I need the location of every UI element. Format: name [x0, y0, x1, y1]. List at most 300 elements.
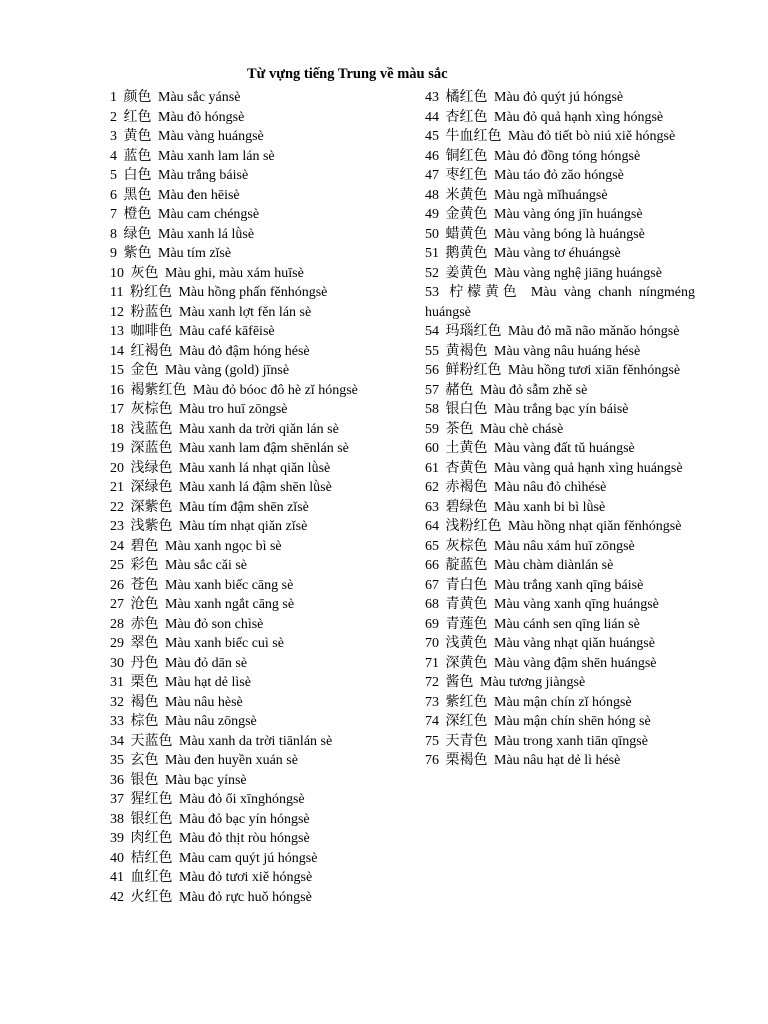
page-title: Từ vựng tiếng Trung về màu sắc [247, 66, 448, 82]
vietnamese-meaning: Màu tím đậm shēn zǐsè [179, 499, 309, 515]
entry-number: 16 [110, 382, 124, 398]
vocab-entry [110, 108, 408, 128]
vocab-entry [110, 88, 408, 108]
chinese-term: 黄褐色 [445, 343, 488, 359]
chinese-term: 鹅黄色 [445, 246, 488, 261]
chinese-term: 蜡黄色 [445, 226, 488, 242]
vocab-entry [110, 556, 408, 576]
vocab-entry [425, 166, 695, 186]
vocab-entry [425, 283, 695, 322]
entry-number: 58 [425, 402, 439, 417]
vocab-entry [110, 849, 408, 869]
entry-number: 54 [425, 324, 439, 339]
entry-number: 47 [425, 168, 439, 183]
vocab-entry [110, 186, 408, 206]
vietnamese-meaning: Màu hồng phấn fěnhóngsè [178, 285, 328, 300]
chinese-term: 粉红色 [129, 285, 172, 300]
chinese-term: 碧绿色 [445, 499, 488, 515]
vocab-entry [110, 810, 408, 830]
entry-number: 35 [110, 753, 124, 768]
chinese-term: 紫红色 [445, 694, 488, 710]
vocab-entry [425, 108, 695, 128]
chinese-term: 杏黄色 [445, 460, 488, 476]
entry-number: 3 [110, 129, 117, 144]
chinese-term: 栗色 [130, 675, 159, 690]
entry-number: 9 [110, 246, 117, 261]
vocab-entry [425, 186, 695, 206]
entry-number: 44 [425, 109, 439, 125]
vietnamese-meaning: Màu đỏ tiết bò niú xiě hóngsè [508, 129, 676, 144]
vocab-entry [425, 205, 695, 225]
entry-number: 69 [425, 616, 439, 632]
vocab-entry [425, 342, 695, 362]
entry-number: 43 [425, 90, 439, 105]
chinese-term: 赭色 [445, 382, 474, 398]
chinese-term: 猩红色 [130, 792, 173, 807]
entry-number: 19 [110, 441, 124, 456]
vietnamese-meaning: Màu đỏ tươi xiě hóngsè [179, 870, 313, 885]
vietnamese-meaning: Màu đỏ bạc yín hóngsè [179, 811, 310, 827]
vocab-entry [110, 361, 408, 381]
chinese-term: 桔红色 [130, 850, 173, 866]
vietnamese-meaning: Màu nâu hèsè [165, 694, 243, 710]
entry-number: 62 [425, 480, 439, 495]
entry-number: 74 [425, 714, 439, 729]
vietnamese-meaning: Màu mận chín zǐ hóngsè [494, 694, 632, 710]
vocab-entry [425, 615, 695, 635]
entry-number: 4 [110, 148, 117, 164]
entry-number: 51 [425, 246, 439, 261]
vietnamese-meaning: Màu sắc yánsè [158, 90, 241, 105]
vietnamese-meaning: Màu trắng báisè [158, 168, 249, 183]
vocab-entry [110, 205, 408, 225]
vietnamese-meaning: Màu chàm diànlán sè [494, 558, 614, 573]
chinese-term: 银白色 [445, 402, 488, 417]
vietnamese-meaning: Màu vàng (gold) jīnsè [165, 363, 290, 378]
entry-number: 38 [110, 811, 124, 827]
vietnamese-meaning: Màu vàng nhạt qiǎn huángsè [494, 636, 655, 651]
chinese-term: 天青色 [445, 733, 488, 749]
vietnamese-meaning: Màu mận chín shēn hóng sè [494, 714, 651, 729]
entry-number: 48 [425, 187, 439, 203]
entry-number: 36 [110, 772, 124, 788]
entry-number: 37 [110, 792, 124, 807]
vocab-entry [110, 712, 408, 732]
vocab-entry [425, 537, 695, 557]
vietnamese-meaning: Màu trong xanh tiān qīngsè [494, 733, 648, 749]
vocab-entry [110, 634, 408, 654]
vietnamese-meaning: Màu xanh biếc cuì sè [165, 636, 284, 651]
vietnamese-meaning: Màu đỏ mã não mǎnǎo hóngsè [508, 324, 680, 339]
vietnamese-meaning: Màu xanh biếc cāng sè [165, 577, 294, 593]
right-column [425, 88, 695, 771]
vocab-entry [425, 381, 695, 401]
vietnamese-meaning: Màu đỏ dān sè [165, 655, 248, 671]
vietnamese-meaning: Màu xanh bi bì lǜsè [494, 499, 606, 515]
vocab-entry [110, 595, 408, 615]
chinese-term: 银色 [130, 772, 159, 788]
vietnamese-meaning: Màu ngà mǐhuángsè [494, 187, 608, 203]
entry-number: 64 [425, 519, 439, 534]
chinese-term: 赤色 [130, 616, 159, 632]
entry-number: 72 [425, 675, 439, 690]
vietnamese-meaning: Màu vàng nâu huáng hésè [494, 343, 641, 359]
vocab-entry [110, 127, 408, 147]
vocab-entry [110, 615, 408, 635]
vietnamese-meaning: Màu tím zǐsè [158, 246, 232, 261]
entry-number: 31 [110, 675, 124, 690]
vietnamese-meaning: Màu xanh lá lǜsè [158, 226, 255, 242]
vietnamese-meaning: Màu nâu zōngsè [165, 714, 257, 729]
vietnamese-meaning: Màu đỏ quýt jú hóngsè [494, 90, 624, 105]
chinese-term: 褐紫红色 [130, 382, 187, 398]
vietnamese-meaning: Màu đỏ bóoc đô hè zǐ hóngsè [193, 382, 358, 398]
vocab-entry [110, 478, 408, 498]
chinese-term: 靛蓝色 [445, 558, 488, 573]
vietnamese-meaning: Màu đen huyền xuán sè [165, 753, 298, 768]
chinese-term: 橙色 [123, 207, 152, 222]
chinese-term: 青莲色 [445, 616, 488, 632]
entry-number: 14 [110, 343, 124, 359]
entry-number: 29 [110, 636, 124, 651]
vietnamese-meaning: Màu cam quýt jú hóngsè [179, 850, 318, 866]
vietnamese-meaning: Màu xanh ngắt cāng sè [165, 597, 295, 612]
chinese-term: 牛血红色 [445, 129, 502, 144]
vocab-entry [110, 790, 408, 810]
chinese-term: 赤褐色 [445, 480, 488, 495]
vietnamese-meaning: Màu đỏ rực huǒ hóngsè [179, 889, 312, 905]
chinese-term: 咖啡色 [130, 324, 173, 339]
vietnamese-meaning: Màu cam chéngsè [158, 207, 260, 222]
chinese-term: 紫色 [123, 246, 152, 261]
vocab-entry [110, 654, 408, 674]
vocab-entry [110, 459, 408, 479]
entry-number: 70 [425, 636, 439, 651]
chinese-term: 丹色 [130, 655, 159, 671]
vocab-entry [110, 673, 408, 693]
entry-number: 33 [110, 714, 124, 729]
chinese-term: 鲜粉红色 [445, 363, 502, 378]
entry-number: 28 [110, 616, 124, 632]
chinese-term: 红色 [123, 109, 152, 125]
vietnamese-meaning: Màu ghi, màu xám huīsè [165, 265, 304, 281]
entry-number: 21 [110, 480, 124, 495]
vocab-entry [425, 361, 695, 381]
vocab-entry [110, 498, 408, 518]
vietnamese-meaning: Màu vàng tơ éhuángsè [494, 246, 621, 261]
entry-number: 66 [425, 558, 439, 573]
entry-number: 27 [110, 597, 124, 612]
entry-number: 53 [425, 285, 439, 300]
chinese-term: 沧色 [130, 597, 159, 612]
vocab-entry [425, 517, 695, 537]
entry-number: 20 [110, 460, 124, 476]
chinese-term: 玄色 [130, 753, 159, 768]
vietnamese-meaning: Màu xanh lam lán sè [158, 148, 275, 164]
vocab-entry [110, 888, 408, 908]
chinese-term: 金黄色 [445, 207, 488, 222]
vietnamese-meaning: Màu đỏ thịt ròu hóngsè [179, 831, 310, 846]
chinese-term: 深紫色 [130, 499, 173, 515]
vocab-entry [110, 283, 408, 303]
entry-number: 6 [110, 187, 117, 203]
vietnamese-meaning: Màu đỏ quả hạnh xìng hóngsè [494, 109, 664, 125]
entry-number: 40 [110, 850, 124, 866]
vietnamese-meaning: Màu vàng đất tǔ huángsè [494, 441, 635, 456]
chinese-term: 深黄色 [445, 655, 488, 671]
chinese-term: 黑色 [123, 187, 152, 203]
chinese-term: 橘红色 [445, 90, 488, 105]
vietnamese-meaning: Màu đen hēisè [158, 187, 240, 203]
chinese-term: 银红色 [130, 811, 173, 827]
entry-number: 13 [110, 324, 124, 339]
entry-number: 46 [425, 148, 439, 164]
vocab-entry [425, 264, 695, 284]
vietnamese-meaning: Màu vàng huángsè [158, 129, 264, 144]
entry-number: 61 [425, 460, 439, 476]
chinese-term: 深绿色 [130, 480, 173, 495]
vietnamese-meaning: Màu hạt dẻ lìsè [165, 675, 251, 690]
entry-number: 26 [110, 577, 124, 593]
vietnamese-meaning: Màu vàng xanh qīng huángsè [494, 597, 659, 612]
vocab-entry [425, 478, 695, 498]
entry-number: 11 [110, 285, 124, 300]
vietnamese-meaning: Màu xanh lam đậm shēnlán sè [179, 441, 349, 456]
vocab-entry [425, 439, 695, 459]
vocab-entry [425, 400, 695, 420]
vocab-entry [110, 264, 408, 284]
entry-number: 30 [110, 655, 124, 671]
entry-number: 17 [110, 402, 124, 417]
vietnamese-meaning: Màu tím nhạt qiǎn zǐsè [179, 519, 308, 534]
vietnamese-meaning: Màu trắng bạc yín báisè [494, 402, 629, 417]
chinese-term: 青白色 [445, 577, 488, 593]
vocab-entry [425, 556, 695, 576]
entry-number: 49 [425, 207, 439, 222]
vietnamese-meaning: Màu đỏ son chìsè [165, 616, 264, 632]
entry-number: 71 [425, 655, 439, 671]
vocab-entry [110, 868, 408, 888]
chinese-term: 灰棕色 [130, 402, 173, 417]
vocab-entry [425, 732, 695, 752]
entry-number: 25 [110, 558, 124, 573]
vietnamese-meaning: Màu vàng quả hạnh xìng huángsè [494, 460, 683, 476]
vietnamese-meaning: Màu vàng đậm shēn huángsè [494, 655, 657, 671]
vietnamese-meaning: Màu nâu xám huī zōngsè [494, 538, 635, 554]
vocab-entry [110, 166, 408, 186]
vietnamese-meaning: Màu vàng nghệ jiāng huángsè [494, 265, 662, 281]
chinese-term: 米黄色 [445, 187, 488, 203]
entry-number: 15 [110, 363, 124, 378]
vocab-entry [110, 303, 408, 323]
entry-number: 52 [425, 265, 439, 281]
entry-number: 5 [110, 168, 117, 183]
vocab-entry [110, 751, 408, 771]
vietnamese-meaning: Màu xanh da trời tiānlán sè [179, 733, 333, 749]
vietnamese-meaning: Màu đỏ ổi xīnghóngsè [179, 792, 305, 807]
chinese-term: 红褐色 [130, 343, 173, 359]
vietnamese-meaning: Màu đỏ đậm hóng hésè [179, 343, 310, 359]
vietnamese-meaning: Màu xanh lá nhạt qiǎn lǜsè [179, 460, 331, 476]
vocab-entry [425, 225, 695, 245]
entry-number: 42 [110, 889, 124, 905]
vietnamese-meaning: Màu vàng óng jīn huángsè [494, 207, 643, 222]
vietnamese-meaning: Màu café kāfēisè [179, 324, 275, 339]
chinese-term: 碧色 [130, 538, 159, 554]
vocab-entry [425, 88, 695, 108]
vietnamese-meaning: Màu hồng tươi xiān fěnhóngsè [508, 363, 681, 378]
chinese-term: 火红色 [130, 889, 173, 905]
vietnamese-meaning: Màu nâu đỏ chìhésè [494, 480, 607, 495]
entry-number: 75 [425, 733, 439, 749]
vocab-entry [425, 654, 695, 674]
entry-number: 57 [425, 382, 439, 398]
chinese-term: 彩色 [130, 558, 159, 573]
vocab-entry [110, 420, 408, 440]
vocab-entry [110, 400, 408, 420]
chinese-term: 姜黄色 [445, 265, 488, 281]
vocab-entry [110, 829, 408, 849]
entry-number: 59 [425, 421, 439, 437]
entry-number: 41 [110, 870, 124, 885]
chinese-term: 茶色 [445, 421, 474, 437]
entry-number: 55 [425, 343, 439, 359]
entry-number: 56 [425, 363, 439, 378]
entry-number: 7 [110, 207, 117, 222]
entry-number: 2 [110, 109, 117, 125]
vocab-entry [110, 732, 408, 752]
vocab-entry [110, 576, 408, 596]
chinese-term: 肉红色 [130, 831, 173, 846]
vietnamese-meaning: Màu đỏ sẫm zhě sè [480, 382, 588, 398]
vocab-entry [425, 244, 695, 264]
vietnamese-meaning: Màu cánh sen qīng lián sè [494, 616, 640, 632]
vietnamese-meaning: Màu táo đỏ zǎo hóngsè [494, 168, 624, 183]
vietnamese-meaning: Màu xanh lợt fěn lán sè [179, 304, 312, 320]
entry-number: 67 [425, 577, 439, 593]
entry-number: 63 [425, 499, 439, 515]
chinese-term: 颜色 [123, 90, 152, 105]
vocab-entry [110, 244, 408, 264]
chinese-term: 天蓝色 [130, 733, 173, 749]
entry-number: 32 [110, 694, 124, 710]
vocab-entry [110, 537, 408, 557]
chinese-term: 浅绿色 [130, 460, 173, 476]
vietnamese-meaning: Màu chè chásè [480, 421, 564, 437]
chinese-term: 铜红色 [445, 148, 488, 164]
chinese-term: 灰色 [130, 265, 159, 281]
entry-number: 12 [110, 304, 124, 320]
chinese-term: 蓝色 [123, 148, 152, 164]
entry-number: 76 [425, 753, 439, 768]
vocab-entry [425, 127, 695, 147]
chinese-term: 柠檬黄色 [449, 285, 521, 300]
vietnamese-meaning: Màu xanh lá đậm shēn lǜsè [179, 480, 332, 495]
chinese-term: 枣红色 [445, 168, 488, 183]
vocab-entry [425, 576, 695, 596]
chinese-term: 苍色 [130, 577, 159, 593]
chinese-term: 深红色 [445, 714, 488, 729]
vocab-entry [425, 693, 695, 713]
vietnamese-meaning: Màu xanh da trời qiǎn lán sè [179, 421, 339, 437]
vocab-entry [425, 498, 695, 518]
entry-number: 45 [425, 129, 439, 144]
chinese-term: 翠色 [130, 636, 159, 651]
chinese-term: 玛瑙红色 [445, 324, 502, 339]
vietnamese-meaning: Màu đỏ đồng tóng hóngsè [494, 148, 641, 164]
vietnamese-meaning: Màu sắc cǎi sè [165, 558, 248, 573]
vocab-entry [425, 595, 695, 615]
entry-number: 24 [110, 538, 124, 554]
vocab-entry [425, 459, 695, 479]
entry-number: 34 [110, 733, 124, 749]
chinese-term: 绿色 [123, 226, 152, 242]
vietnamese-meaning: Màu hồng nhạt qiǎn fěnhóngsè [508, 519, 682, 534]
vocab-entry [425, 322, 695, 342]
entry-number: 73 [425, 694, 439, 710]
chinese-term: 白色 [123, 168, 152, 183]
entry-number: 68 [425, 597, 439, 612]
vocab-entry [110, 439, 408, 459]
entry-number: 65 [425, 538, 439, 554]
entry-number: 60 [425, 441, 439, 456]
vietnamese-meaning: Màu đỏ hóngsè [158, 109, 245, 125]
vocab-entry [110, 771, 408, 791]
chinese-term: 酱色 [445, 675, 474, 690]
vocab-entry [425, 634, 695, 654]
entry-number: 50 [425, 226, 439, 242]
entry-number: 22 [110, 499, 124, 515]
chinese-term: 褐色 [130, 694, 159, 710]
chinese-term: 棕色 [130, 714, 159, 729]
vocab-entry [110, 381, 408, 401]
vocab-entry [425, 751, 695, 771]
left-column [110, 88, 408, 907]
vocab-entry [110, 322, 408, 342]
chinese-term: 栗褐色 [445, 753, 488, 768]
entry-number: 23 [110, 519, 124, 534]
vietnamese-meaning: Màu tro huī zōngsè [179, 402, 288, 417]
chinese-term: 浅蓝色 [130, 421, 173, 437]
vocab-entry [425, 420, 695, 440]
vietnamese-meaning: Màu xanh ngọc bì sè [165, 538, 282, 554]
vocab-entry [425, 712, 695, 732]
chinese-term: 浅粉红色 [445, 519, 502, 534]
vocab-entry [425, 673, 695, 693]
vocab-entry [110, 147, 408, 167]
chinese-term: 血红色 [130, 870, 173, 885]
vietnamese-meaning: Màu tương jiàngsè [480, 675, 586, 690]
vietnamese-meaning: Màu nâu hạt dẻ lì hésè [494, 753, 621, 768]
entry-number: 10 [110, 265, 124, 281]
entry-number: 39 [110, 831, 124, 846]
chinese-term: 深蓝色 [130, 441, 173, 456]
vietnamese-meaning: Màu vàng bóng là huángsè [494, 226, 645, 242]
chinese-term: 杏红色 [445, 109, 488, 125]
chinese-term: 黄色 [123, 129, 152, 144]
chinese-term: 金色 [130, 363, 159, 378]
chinese-term: 灰棕色 [445, 538, 488, 554]
chinese-term: 青黄色 [445, 597, 488, 612]
vocab-entry [425, 147, 695, 167]
entry-number: 1 [110, 90, 117, 105]
chinese-term: 浅黄色 [445, 636, 488, 651]
entry-number: 18 [110, 421, 124, 437]
vocab-entry [110, 225, 408, 245]
vocab-entry [110, 517, 408, 537]
vietnamese-meaning: Màu bạc yínsè [165, 772, 247, 788]
chinese-term: 浅紫色 [130, 519, 173, 534]
